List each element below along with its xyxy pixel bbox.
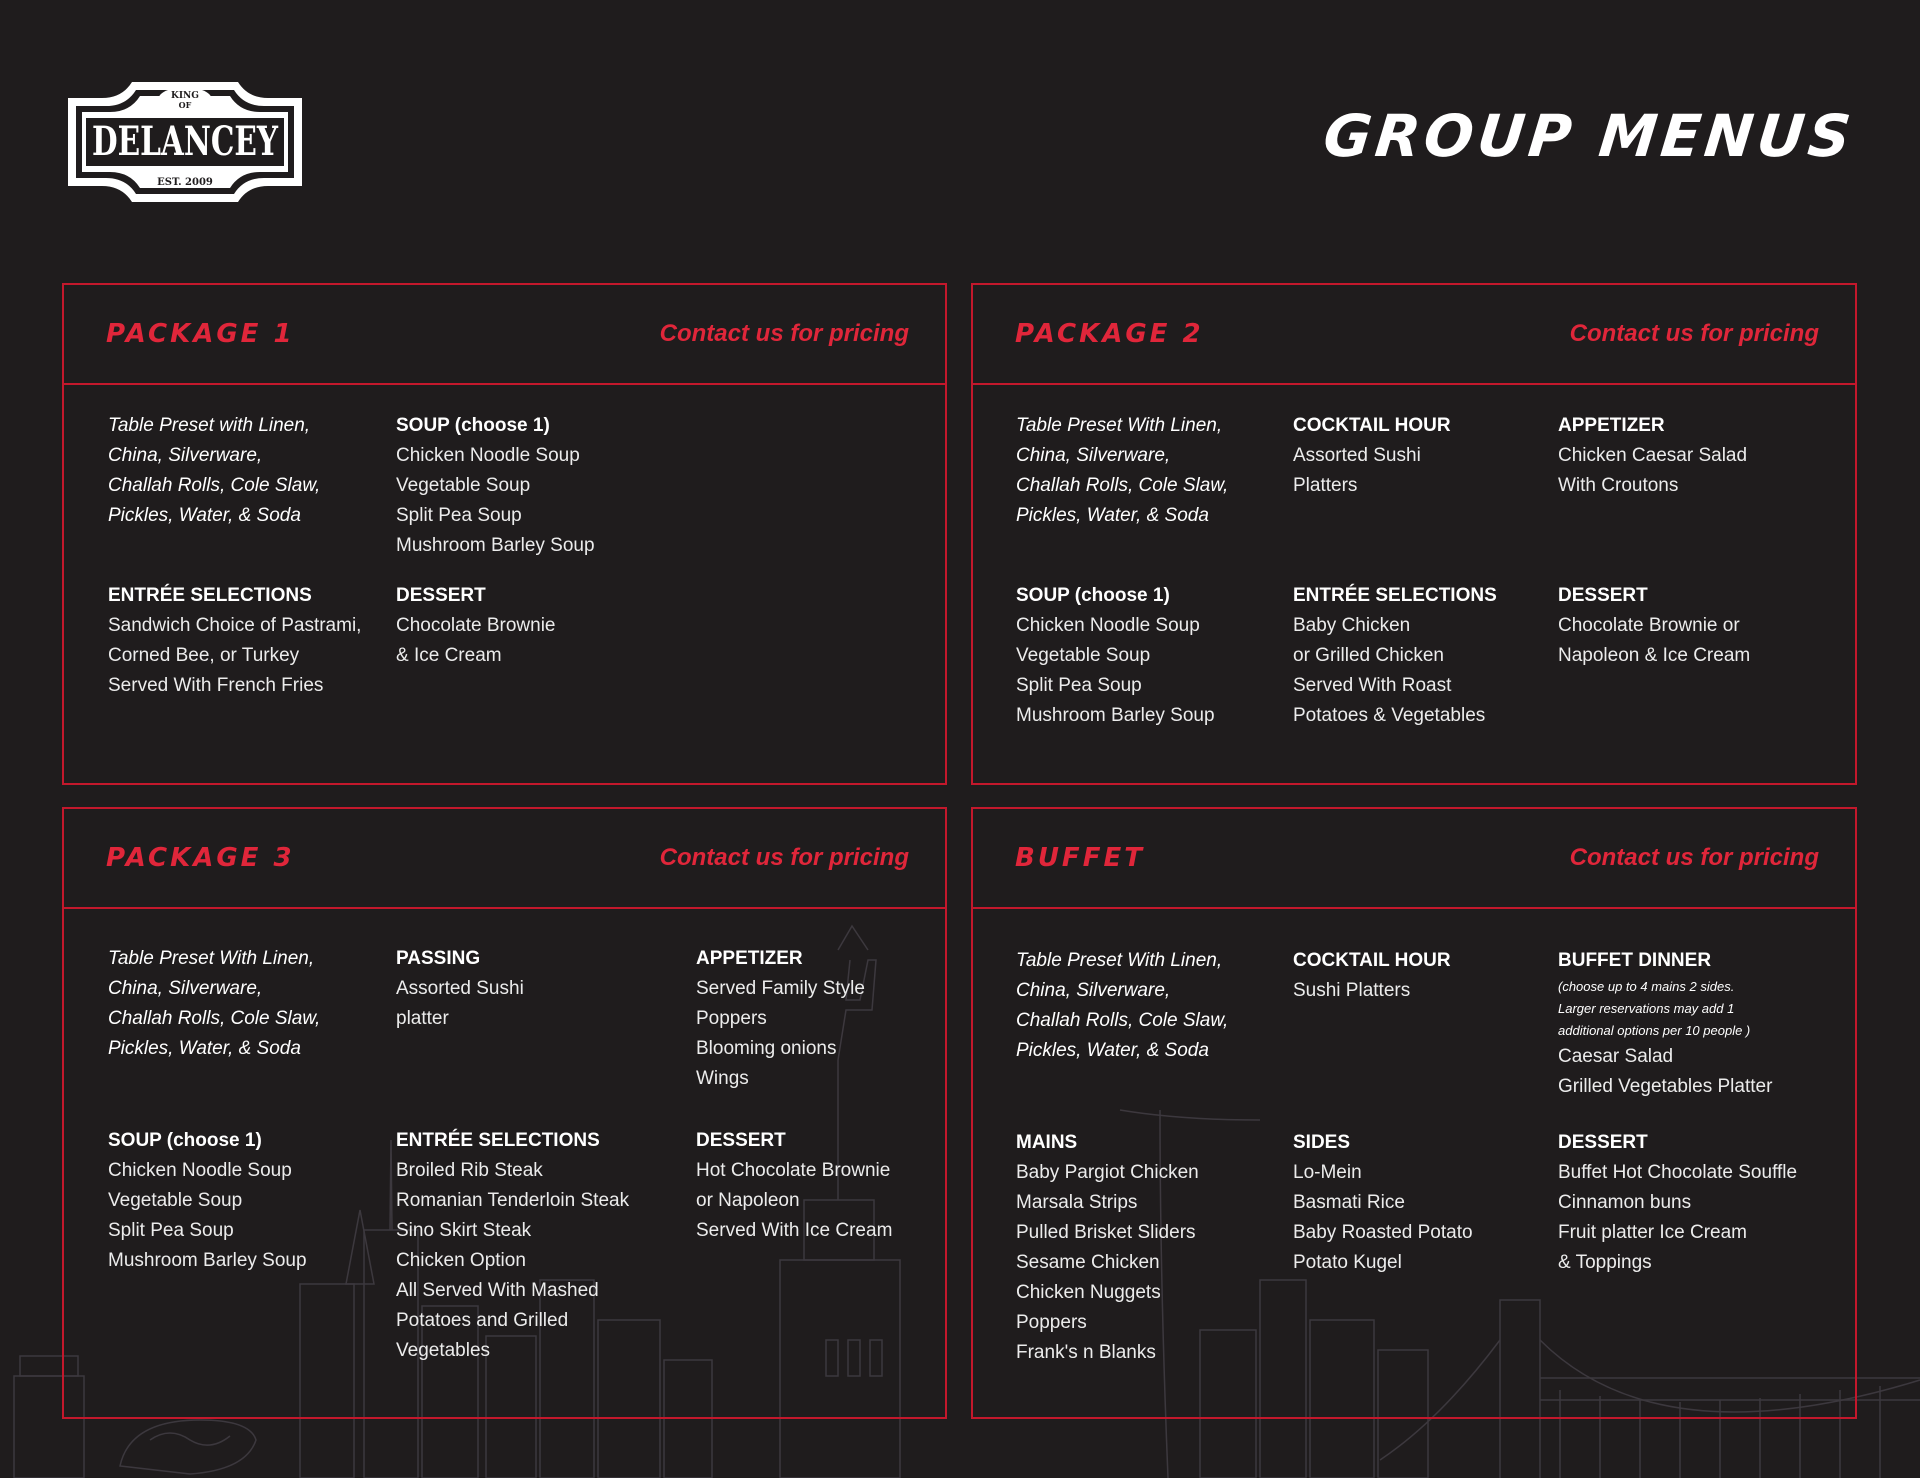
svg-text:OF: OF <box>178 100 192 110</box>
appetizer-section <box>1558 411 1747 501</box>
menu-item: Corned Bee, or Turkey <box>108 645 300 666</box>
cocktail-section <box>1293 411 1451 501</box>
package-name: PACKAGE 3 <box>106 843 295 873</box>
menu-item: Chicken Option <box>396 1250 526 1271</box>
preset-line: Table Preset With Linen, <box>108 948 315 969</box>
section-heading: ENTRÉE SELECTIONS <box>108 585 312 606</box>
dessert-section <box>396 581 555 671</box>
menu-item: Sushi Platters <box>1293 980 1411 1001</box>
section-heading: ENTRÉE SELECTIONS <box>396 1130 600 1151</box>
package-name: PACKAGE 1 <box>106 319 295 349</box>
menu-item: Served Family Style <box>696 978 865 999</box>
preset-list <box>1016 411 1228 531</box>
menu-item: Lo-Mein <box>1293 1162 1362 1183</box>
preset-line: Table Preset With Linen, <box>1016 950 1223 971</box>
section-heading: SOUP (choose 1) <box>1016 585 1170 606</box>
pricing-link[interactable]: Contact us for pricing <box>1569 844 1819 871</box>
menu-item: Split Pea Soup <box>396 505 522 526</box>
menu-item: Caesar Salad <box>1558 1046 1674 1067</box>
package-1-header <box>64 285 945 385</box>
menu-item: Wings <box>696 1068 749 1089</box>
preset-list <box>108 411 320 531</box>
entree-section <box>396 1126 629 1366</box>
menu-item: Vegetable Soup <box>1016 645 1151 666</box>
menu-item: Split Pea Soup <box>1016 675 1142 696</box>
menu-item: Chicken Noodle Soup <box>396 445 580 466</box>
svg-text:KING: KING <box>171 91 199 101</box>
section-heading: MAINS <box>1016 1132 1078 1153</box>
menu-item: Fruit platter Ice Cream <box>1558 1222 1747 1243</box>
soup-section <box>396 411 595 561</box>
preset-line: Challah Rolls, Cole Slaw, <box>108 475 321 496</box>
mains-section <box>1016 1128 1199 1368</box>
menu-item: & Ice Cream <box>396 645 502 666</box>
menu-item: Assorted Sushi <box>396 978 524 999</box>
preset-line: China, Silverware, <box>108 978 263 999</box>
preset-line: China, Silverware, <box>108 445 263 466</box>
preset-line: Pickles, Water, & Soda <box>108 505 301 526</box>
menu-item: & Toppings <box>1558 1252 1652 1273</box>
section-heading: DESSERT <box>396 585 486 606</box>
menu-item: or Napoleon <box>696 1190 800 1211</box>
menu-item: Chicken Nuggets <box>1016 1282 1161 1303</box>
appetizer-section <box>696 944 865 1094</box>
package-1-panel <box>62 283 947 785</box>
section-heading: COCKTAIL HOUR <box>1293 950 1451 971</box>
page-title: GROUP MENUS <box>1320 102 1858 170</box>
package-2-panel <box>971 283 1857 785</box>
menu-item: platter <box>396 1008 449 1029</box>
dessert-section <box>696 1126 892 1246</box>
menu-item: Sino Skirt Steak <box>396 1220 532 1241</box>
preset-line: Pickles, Water, & Soda <box>108 1038 301 1059</box>
buffet-dinner-section <box>1558 946 1772 1102</box>
section-heading: DESSERT <box>1558 585 1648 606</box>
menu-item: Hot Chocolate Brownie <box>696 1160 891 1181</box>
menu-item: Baby Pargiot Chicken <box>1016 1162 1199 1183</box>
menu-item: Grilled Vegetables Platter <box>1558 1076 1773 1097</box>
menu-item: Chocolate Brownie or <box>1558 615 1740 636</box>
sides-section <box>1293 1128 1473 1278</box>
menu-item: Marsala Strips <box>1016 1192 1138 1213</box>
menu-item: Mushroom Barley Soup <box>108 1250 307 1271</box>
menu-item: Potato Kugel <box>1293 1252 1402 1273</box>
buffet-note: additional options per 10 people ) <box>1558 1023 1751 1038</box>
menu-item: Split Pea Soup <box>108 1220 234 1241</box>
menu-item: Baby Roasted Potato <box>1293 1222 1473 1243</box>
preset-line: Challah Rolls, Cole Slaw, <box>1016 1010 1229 1031</box>
menu-item: Romanian Tenderloin Steak <box>396 1190 630 1211</box>
soup-section <box>108 1126 307 1276</box>
preset-line: Table Preset With Linen, <box>1016 415 1223 436</box>
preset-line: China, Silverware, <box>1016 445 1171 466</box>
menu-item: Frank's n Blanks <box>1016 1342 1156 1363</box>
section-heading: APPETIZER <box>1558 415 1665 436</box>
menu-item: Potatoes & Vegetables <box>1293 705 1486 726</box>
buffet-note: Larger reservations may add 1 <box>1558 1001 1735 1016</box>
menu-item: Chicken Noodle Soup <box>1016 615 1200 636</box>
menu-item: Mushroom Barley Soup <box>1016 705 1215 726</box>
buffet-note: (choose up to 4 mains 2 sides. <box>1558 979 1735 994</box>
pricing-link[interactable]: Contact us for pricing <box>1569 320 1819 347</box>
pricing-link[interactable]: Contact us for pricing <box>659 320 909 347</box>
menu-item: Buffet Hot Chocolate Souffle <box>1558 1162 1798 1183</box>
svg-text:EST. 2009: EST. 2009 <box>157 177 213 188</box>
preset-line: Challah Rolls, Cole Slaw, <box>108 1008 321 1029</box>
menu-item: With Croutons <box>1558 475 1679 496</box>
section-heading: ENTRÉE SELECTIONS <box>1293 585 1497 606</box>
menu-item: Mushroom Barley Soup <box>396 535 595 556</box>
menu-item: Pulled Brisket Sliders <box>1016 1222 1196 1243</box>
menu-item: Sandwich Choice of Pastrami, <box>108 615 362 636</box>
menu-item: Platters <box>1293 475 1358 496</box>
section-heading: COCKTAIL HOUR <box>1293 415 1451 436</box>
buffet-panel <box>971 807 1857 1419</box>
package-2-header <box>973 285 1855 385</box>
pricing-link[interactable]: Contact us for pricing <box>659 844 909 871</box>
menu-item: Vegetables <box>396 1340 491 1361</box>
preset-list <box>1016 946 1228 1066</box>
menu-item: Blooming onions <box>696 1038 837 1059</box>
menu-item: Poppers <box>696 1008 767 1029</box>
menu-item: Napoleon & Ice Cream <box>1558 645 1751 666</box>
menu-item: Vegetable Soup <box>396 475 531 496</box>
menu-item: Assorted Sushi <box>1293 445 1421 466</box>
section-heading: DESSERT <box>1558 1132 1648 1153</box>
package-name: PACKAGE 2 <box>1015 319 1204 349</box>
menu-item: Baby Chicken <box>1293 615 1411 636</box>
preset-line: Challah Rolls, Cole Slaw, <box>1016 475 1229 496</box>
section-heading: PASSING <box>396 948 481 969</box>
menu-item: Chocolate Brownie <box>396 615 556 636</box>
menu-item: Served With Ice Cream <box>696 1220 893 1241</box>
menu-item: Vegetable Soup <box>108 1190 243 1211</box>
section-heading: DESSERT <box>696 1130 786 1151</box>
menu-item: Cinnamon buns <box>1558 1192 1692 1213</box>
cocktail-section <box>1293 946 1451 1006</box>
delancey-logo <box>62 68 308 216</box>
preset-line: Pickles, Water, & Soda <box>1016 1040 1209 1061</box>
section-heading: SIDES <box>1293 1132 1351 1153</box>
section-heading: BUFFET DINNER <box>1558 950 1712 971</box>
menu-item: Basmati Rice <box>1293 1192 1405 1213</box>
preset-line: Pickles, Water, & Soda <box>1016 505 1209 526</box>
menu-item: Served With French Fries <box>108 675 324 696</box>
menu-item: Sesame Chicken <box>1016 1252 1160 1273</box>
passing-section <box>396 944 524 1034</box>
buffet-header <box>973 809 1855 909</box>
menu-item: Chicken Noodle Soup <box>108 1160 292 1181</box>
menu-item: Potatoes and Grilled <box>396 1310 569 1331</box>
entree-section <box>1293 581 1497 731</box>
dessert-section <box>1558 1128 1797 1278</box>
preset-list <box>108 944 320 1064</box>
menu-item: All Served With Mashed <box>396 1280 599 1301</box>
package-3-header <box>64 809 945 909</box>
soup-section <box>1016 581 1215 731</box>
section-heading: SOUP (choose 1) <box>108 1130 262 1151</box>
preset-line: China, Silverware, <box>1016 980 1171 1001</box>
preset-line: Table Preset with Linen, <box>108 415 311 436</box>
svg-text:DELANCEY: DELANCEY <box>92 118 279 165</box>
package-3-panel <box>62 807 947 1419</box>
package-name: BUFFET <box>1015 843 1145 873</box>
dessert-section <box>1558 581 1750 671</box>
section-heading: SOUP (choose 1) <box>396 415 550 436</box>
menu-item: Served With Roast <box>1293 675 1452 696</box>
menu-item: or Grilled Chicken <box>1293 645 1444 666</box>
menu-item: Chicken Caesar Salad <box>1558 445 1748 466</box>
section-heading: APPETIZER <box>696 948 803 969</box>
entree-section <box>108 581 361 701</box>
menu-item: Broiled Rib Steak <box>396 1160 543 1181</box>
menu-item: Poppers <box>1016 1312 1087 1333</box>
